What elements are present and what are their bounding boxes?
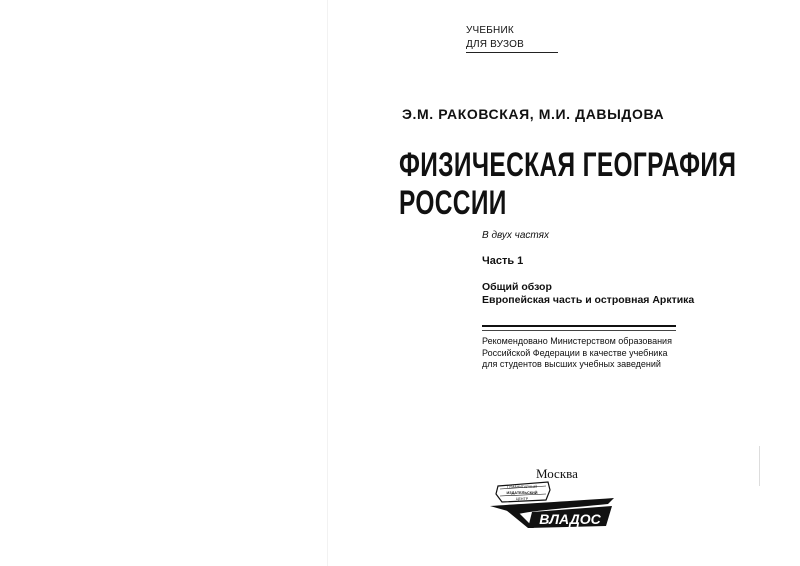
page-edge-mark: [759, 446, 760, 486]
authors: Э.М. РАКОВСКАЯ, М.И. ДАВЫДОВА: [402, 106, 665, 122]
emblem-text-3: ЦЕНТР: [515, 497, 529, 501]
recommendation-line-2: Российской Федерации в качестве учебника: [482, 347, 668, 358]
subtitle-line-1: Общий обзор: [482, 281, 552, 293]
book-title: [399, 146, 736, 222]
divider-thick: [482, 325, 676, 327]
publisher-logo-graphic: [488, 474, 618, 532]
divider-thin: [482, 330, 676, 331]
series-line-1: УЧЕБНИК: [466, 25, 514, 36]
recommendation: [482, 336, 672, 371]
publisher-logo: [488, 474, 618, 537]
parts-note: В двух частях: [482, 230, 549, 241]
recommendation-line-3: для студентов высших учебных заведений: [482, 359, 661, 369]
subtitle: [482, 281, 694, 307]
publication-city: Москва: [536, 466, 578, 481]
publisher-name: ВЛАДОС: [539, 511, 601, 527]
part-number: Часть 1: [482, 255, 524, 267]
series-line-2: ДЛЯ ВУЗОВ: [466, 39, 524, 50]
emblem-text-1: ГУМАНИТАРНЫЙ: [506, 485, 538, 489]
publisher-emblem: [496, 482, 550, 502]
series-label: [466, 24, 524, 52]
recommendation-line-1: Рекомендовано Министерством образования: [482, 336, 672, 346]
subtitle-line-2: Европейская часть и островная Арктика: [482, 294, 695, 306]
emblem-text-2: ИЗДАТЕЛЬСКИЙ: [506, 491, 538, 495]
title-line-1: ФИЗИЧЕСКАЯ ГЕОГРАФИЯ: [399, 146, 737, 184]
series-underline: [466, 52, 558, 53]
title-line-2: РОССИИ: [399, 184, 507, 222]
page-fold-shadow: [327, 0, 328, 566]
